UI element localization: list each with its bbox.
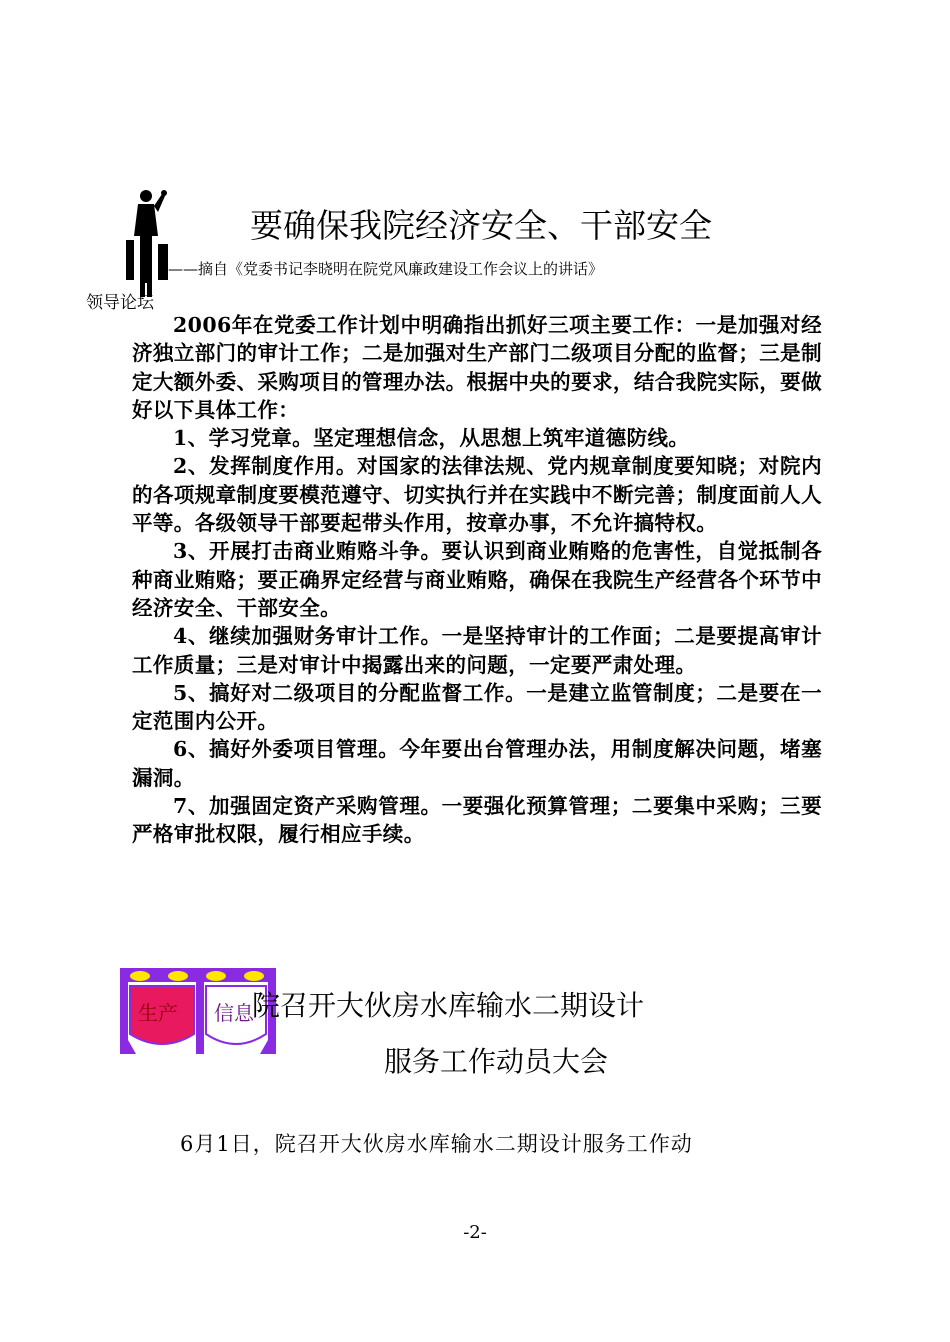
- paragraph-item-6: 6、搞好外委项目管理。今年要出台管理办法，用制度解决问题，堵塞漏洞。: [132, 737, 822, 790]
- article-body: [132, 311, 822, 849]
- paragraph-item-1: 1、学习党章。坚定理想信念，从思想上筑牢道德防线。: [173, 426, 690, 451]
- news-title-line-2: 服务工作动员大会: [384, 1045, 609, 1078]
- paragraph-item-3: 3、开展打击商业贿赂斗争。要认识到商业贿赂的危害性，自觉抵制各种商业贿赂；要正确界定经营与商业贿赂，确保在我院生产经营各个环节中经济安全、干部安全。: [132, 539, 822, 620]
- paragraph-item-7: 7、加强固定资产采购管理。一要强化预算管理；二要集中采购；三要严格审批权限，履行相应手续。: [132, 794, 822, 847]
- paragraph-item-2: 2、发挥制度作用。对国家的法律法规、党内规章制度要知晓；对院内的各项规章制度要模范遵守、切实执行并在实践中不断完善；制度面前人人平等。各级领导干部要起带头作用，按章办事，不允许搞特权。: [132, 454, 822, 536]
- paragraph-item-5: 5、搞好对二级项目的分配监督工作。一是建立监管制度；二是要在一定范围内公开。: [132, 680, 822, 734]
- news-body-first-line: 6月1日，院召开大伙房水库输水二期设计服务工作动: [180, 1132, 693, 1156]
- page-number: -2-: [463, 1222, 487, 1243]
- article-subtitle: ——摘自《党委书记李晓明在院党风廉政建设工作会议上的讲话》: [168, 260, 604, 278]
- speaker-podium-icon: [122, 188, 172, 298]
- paragraph-item-4: 4、继续加强财务审计工作。一是坚持审计的工作面；二是要提高审计工作质量；三是对审计中揭露出来的问题，一定要严肃处理。: [132, 624, 822, 677]
- column-label: 领导论坛: [86, 293, 154, 313]
- paragraph-intro: 2006年在党委工作计划中明确指出抓好三项主要工作：一是加强对经济独立部门的审计工作；二是加强对生产部门二级项目分配的监督；三是制定大额外委、采购项目的管理办法。根据中央的要求，结合我院实际，要做好以下具体工作：: [132, 313, 822, 422]
- news-title-line-1: 院召开大伙房水库输水二期设计: [252, 989, 645, 1022]
- article-title: 要确保我院经济安全、干部安全: [250, 206, 712, 245]
- banner-left-label: 生产: [138, 1001, 178, 1025]
- banner-right-label: 信息: [214, 1001, 254, 1025]
